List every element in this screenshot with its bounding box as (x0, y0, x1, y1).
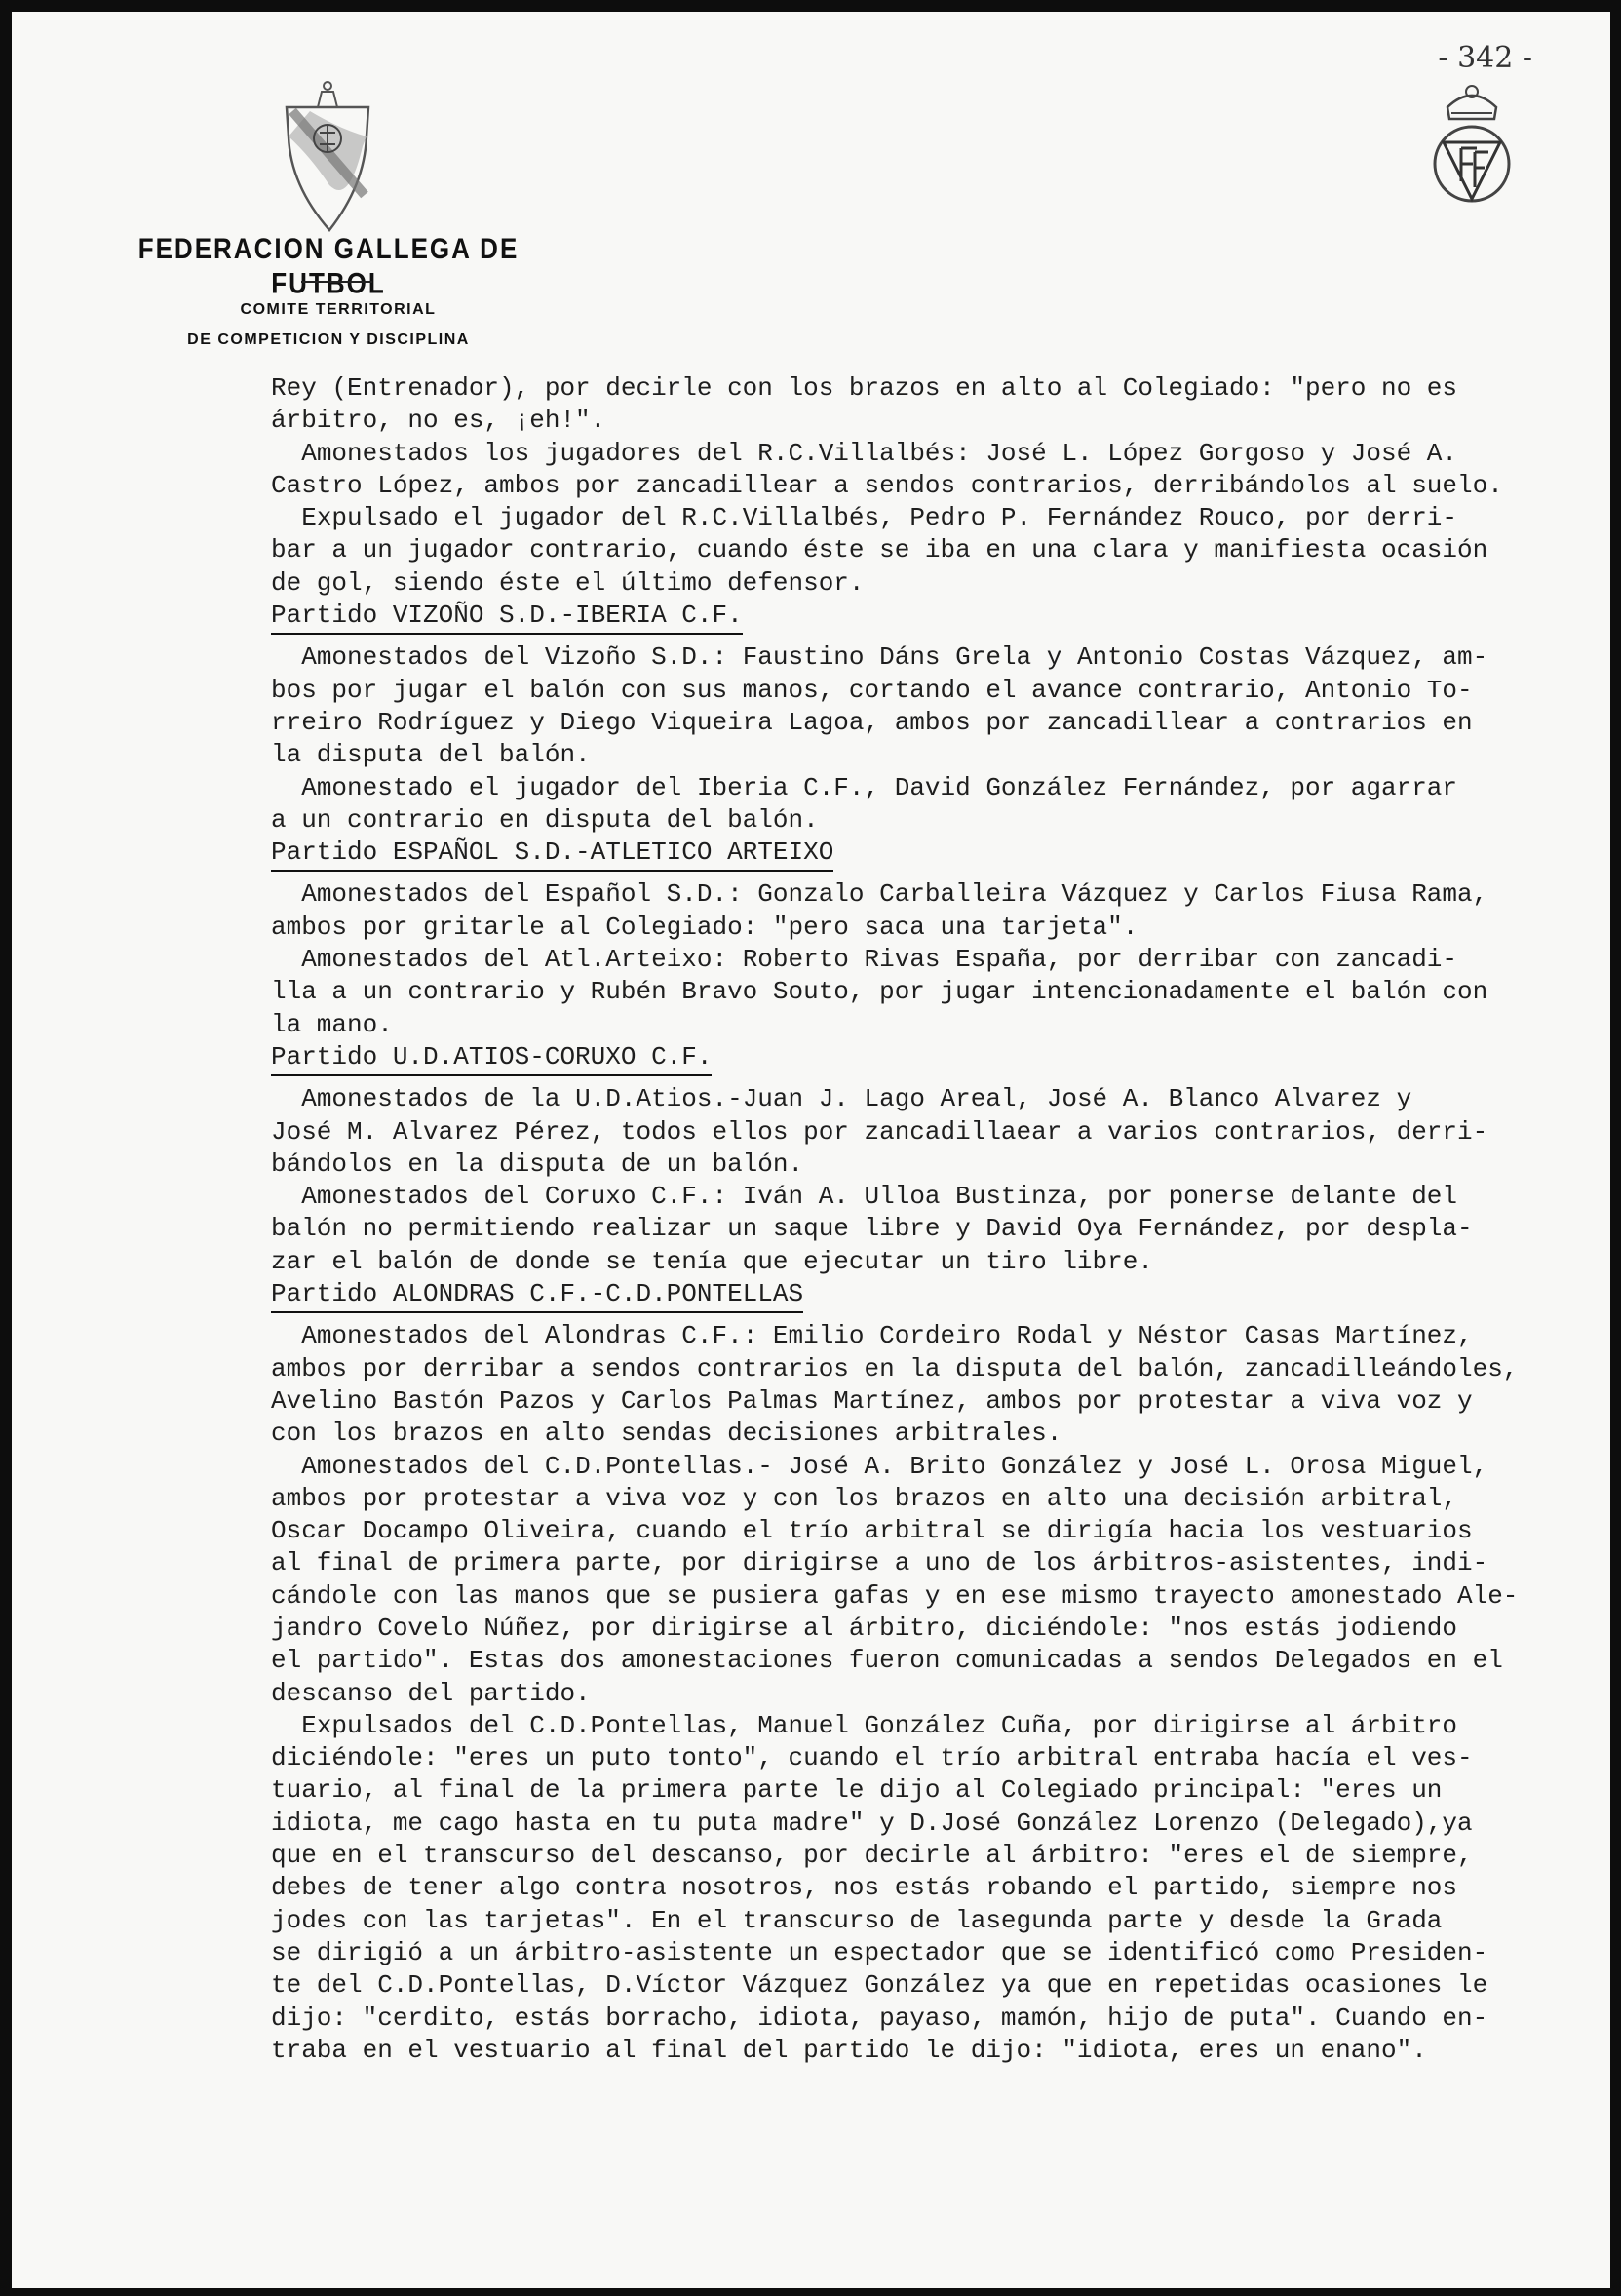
text-line: Amonestados del Atl.Arteixo: Roberto Rivas España, por derribar con zancadi- (271, 945, 1458, 975)
text-line: Amonestados del C.D.Pontellas.- José A. Brito González y José L. Orosa Miguel, (271, 1451, 1488, 1481)
text-line: Oscar Docampo Oliveira, cuando el trío arbitral se dirigía hacia los vestuarios (271, 1516, 1473, 1546)
federacion-gallega-shield-icon (281, 78, 374, 234)
text-line: de gol, siendo éste el último defensor. (271, 567, 865, 598)
text-line: jodes con las tarjetas". En el transcurso de lasegunda parte y desde la Grada (271, 1905, 1443, 1935)
text-line: Amonestados del Alondras C.F.: Emilio Cordeiro Rodal y Néstor Casas Martínez, (271, 1321, 1473, 1351)
text-line: la disputa del balón. (271, 740, 591, 770)
federation-name: FEDERACION GALLEGA DE FUTBOL (137, 231, 520, 300)
text-line: con los brazos en alto sendas decisiones arbitrales. (271, 1419, 1062, 1449)
text-line: bándolos en la disputa de un balón. (271, 1148, 804, 1179)
text-line: idiota, me cago hasta en tu puta madre" y D.José González Lorenzo (Delegado),ya (271, 1808, 1473, 1838)
page-number: - 342 - (1438, 41, 1532, 75)
text-line: a un contrario en disputa del balón. (271, 804, 819, 835)
document-page (12, 12, 1610, 2288)
text-line: dijo: "cerdito, estás borracho, idiota, payaso, mamón, hijo de puta". Cuando en- (271, 2003, 1488, 2033)
text-line: bar a un jugador contrario, cuando éste se iba en una clara y manifiesta ocasión (271, 535, 1488, 565)
text-line: cándole con las manos que se pusiera gafas y en ese mismo trayecto amonestado Ale- (271, 1580, 1519, 1611)
committee-line-2: DE COMPETICION Y DISCIPLINA (187, 331, 470, 348)
text-line: Avelino Bastón Pazos y Carlos Palmas Martínez, ambos por protestar a viva voz y (271, 1385, 1473, 1416)
text-line: bos por jugar el balón con sus manos, cortando el avance contrario, Antonio To- (271, 675, 1473, 705)
text-line: diciéndole: "eres un puto tonto", cuando el trío arbitral entraba hacía el ves- (271, 1743, 1473, 1773)
text-line: zar el balón de donde se tenía que ejecutar un tiro libre. (271, 1246, 1153, 1276)
text-line: José M. Alvarez Pérez, todos ellos por zancadillaear a varios contrarios, derri- (271, 1116, 1488, 1147)
text-line: traba en el vestuario al final del partido le dijo: "idiota, eres un enano". (271, 2035, 1427, 2065)
text-line: Expulsado el jugador del R.C.Villalbés, Pedro P. Fernández Rouco, por derri- (271, 503, 1458, 533)
match-heading (271, 1278, 1597, 1310)
match-heading (271, 1041, 1597, 1073)
text-line: jandro Covelo Núñez, por dirigirse al árbitro, diciéndole: "nos estás jodiendo (271, 1613, 1457, 1643)
text-line: ambos por gritarle al Colegiado: "pero saca una tarjeta". (271, 912, 1139, 942)
text-line: Amonestado el jugador del Iberia C.F., David González Fernández, por agarrar (271, 772, 1458, 802)
document-body (271, 372, 1597, 2067)
text-line: ambos por protestar a viva voz y con los brazos en alto una decisión arbitral, (271, 1483, 1457, 1513)
match-heading-text: Partido ALONDRAS C.F.-C.D.PONTELLAS (271, 1278, 803, 1313)
text-line: Amonestados del Español S.D.: Gonzalo Carballeira Vázquez y Carlos Fiusa Rama, (271, 879, 1488, 910)
match-heading-text: Partido U.D.ATIOS-CORUXO C.F. (271, 1041, 712, 1076)
match-heading (271, 837, 1597, 869)
letterhead-divider (301, 281, 372, 283)
text-line: te del C.D.Pontellas, D.Víctor Vázquez González ya que en repetidas ocasiones le (271, 1970, 1488, 2001)
text-line: Expulsados del C.D.Pontellas, Manuel González Cuña, por dirigirse al árbitro (271, 1710, 1458, 1740)
text-line: al final de primera parte, por dirigirse a uno de los árbitros-asistentes, indi- (271, 1548, 1488, 1578)
rfef-crowned-crest-icon (1426, 74, 1518, 207)
text-line: Amonestados de la U.D.Atios.-Juan J. Lago Areal, José A. Blanco Alvarez y (271, 1084, 1412, 1114)
text-line: rreiro Rodríguez y Diego Viqueira Lagoa, ambos por zancadillear a contrarios en (271, 707, 1473, 737)
text-line: que en el transcurso del descanso, por decirle al árbitro: "eres el de siempre, (271, 1841, 1473, 1871)
committee-line-1: COMITE TERRITORIAL (240, 301, 437, 318)
text-line: el partido". Estas dos amonestaciones fueron comunicadas a sendos Delegados en el (271, 1646, 1503, 1676)
text-line: Rey (Entrenador), por decirle con los brazos en alto al Colegiado: "pero no es (271, 373, 1457, 403)
text-line: Amonestados del Vizoño S.D.: Faustino Dáns Grela y Antonio Costas Vázquez, am- (271, 642, 1488, 673)
text-line: balón no permitiendo realizar un saque libre y David Oya Fernández, por despla- (271, 1214, 1473, 1244)
text-line: tuario, al final de la primera parte le dijo al Colegiado principal: "eres un (271, 1775, 1443, 1806)
text-line: debes de tener algo contra nosotros, nos estás robando el partido, siempre nos (271, 1873, 1457, 1903)
text-line: lla a un contrario y Rubén Bravo Souto, por jugar intencionadamente el balón con (271, 977, 1488, 1007)
text-line: Amonestados los jugadores del R.C.Villalbés: José L. López Gorgoso y José A. (271, 438, 1458, 468)
text-line: ambos por derribar a sendos contrarios en la disputa del balón, zancadilleándoles, (271, 1353, 1519, 1383)
text-line: Castro López, ambos por zancadillear a sendos contrarios, derribándolos al suelo. (271, 470, 1503, 500)
text-line: árbitro, no es, ¡eh!". (271, 406, 606, 436)
text-line: Amonestados del Coruxo C.F.: Iván A. Ulloa Bustinza, por ponerse delante del (271, 1182, 1458, 1212)
match-heading (271, 600, 1597, 632)
text-line: se dirigió a un árbitro-asistente un espectador que se identificó como Presiden- (271, 1937, 1488, 1967)
text-line: la mano. (271, 1009, 393, 1039)
match-heading-text: Partido VIZOÑO S.D.-IBERIA C.F. (271, 600, 743, 635)
match-heading-text: Partido ESPAÑOL S.D.-ATLETICO ARTEIXO (271, 837, 833, 872)
text-line: descanso del partido. (271, 1678, 591, 1708)
